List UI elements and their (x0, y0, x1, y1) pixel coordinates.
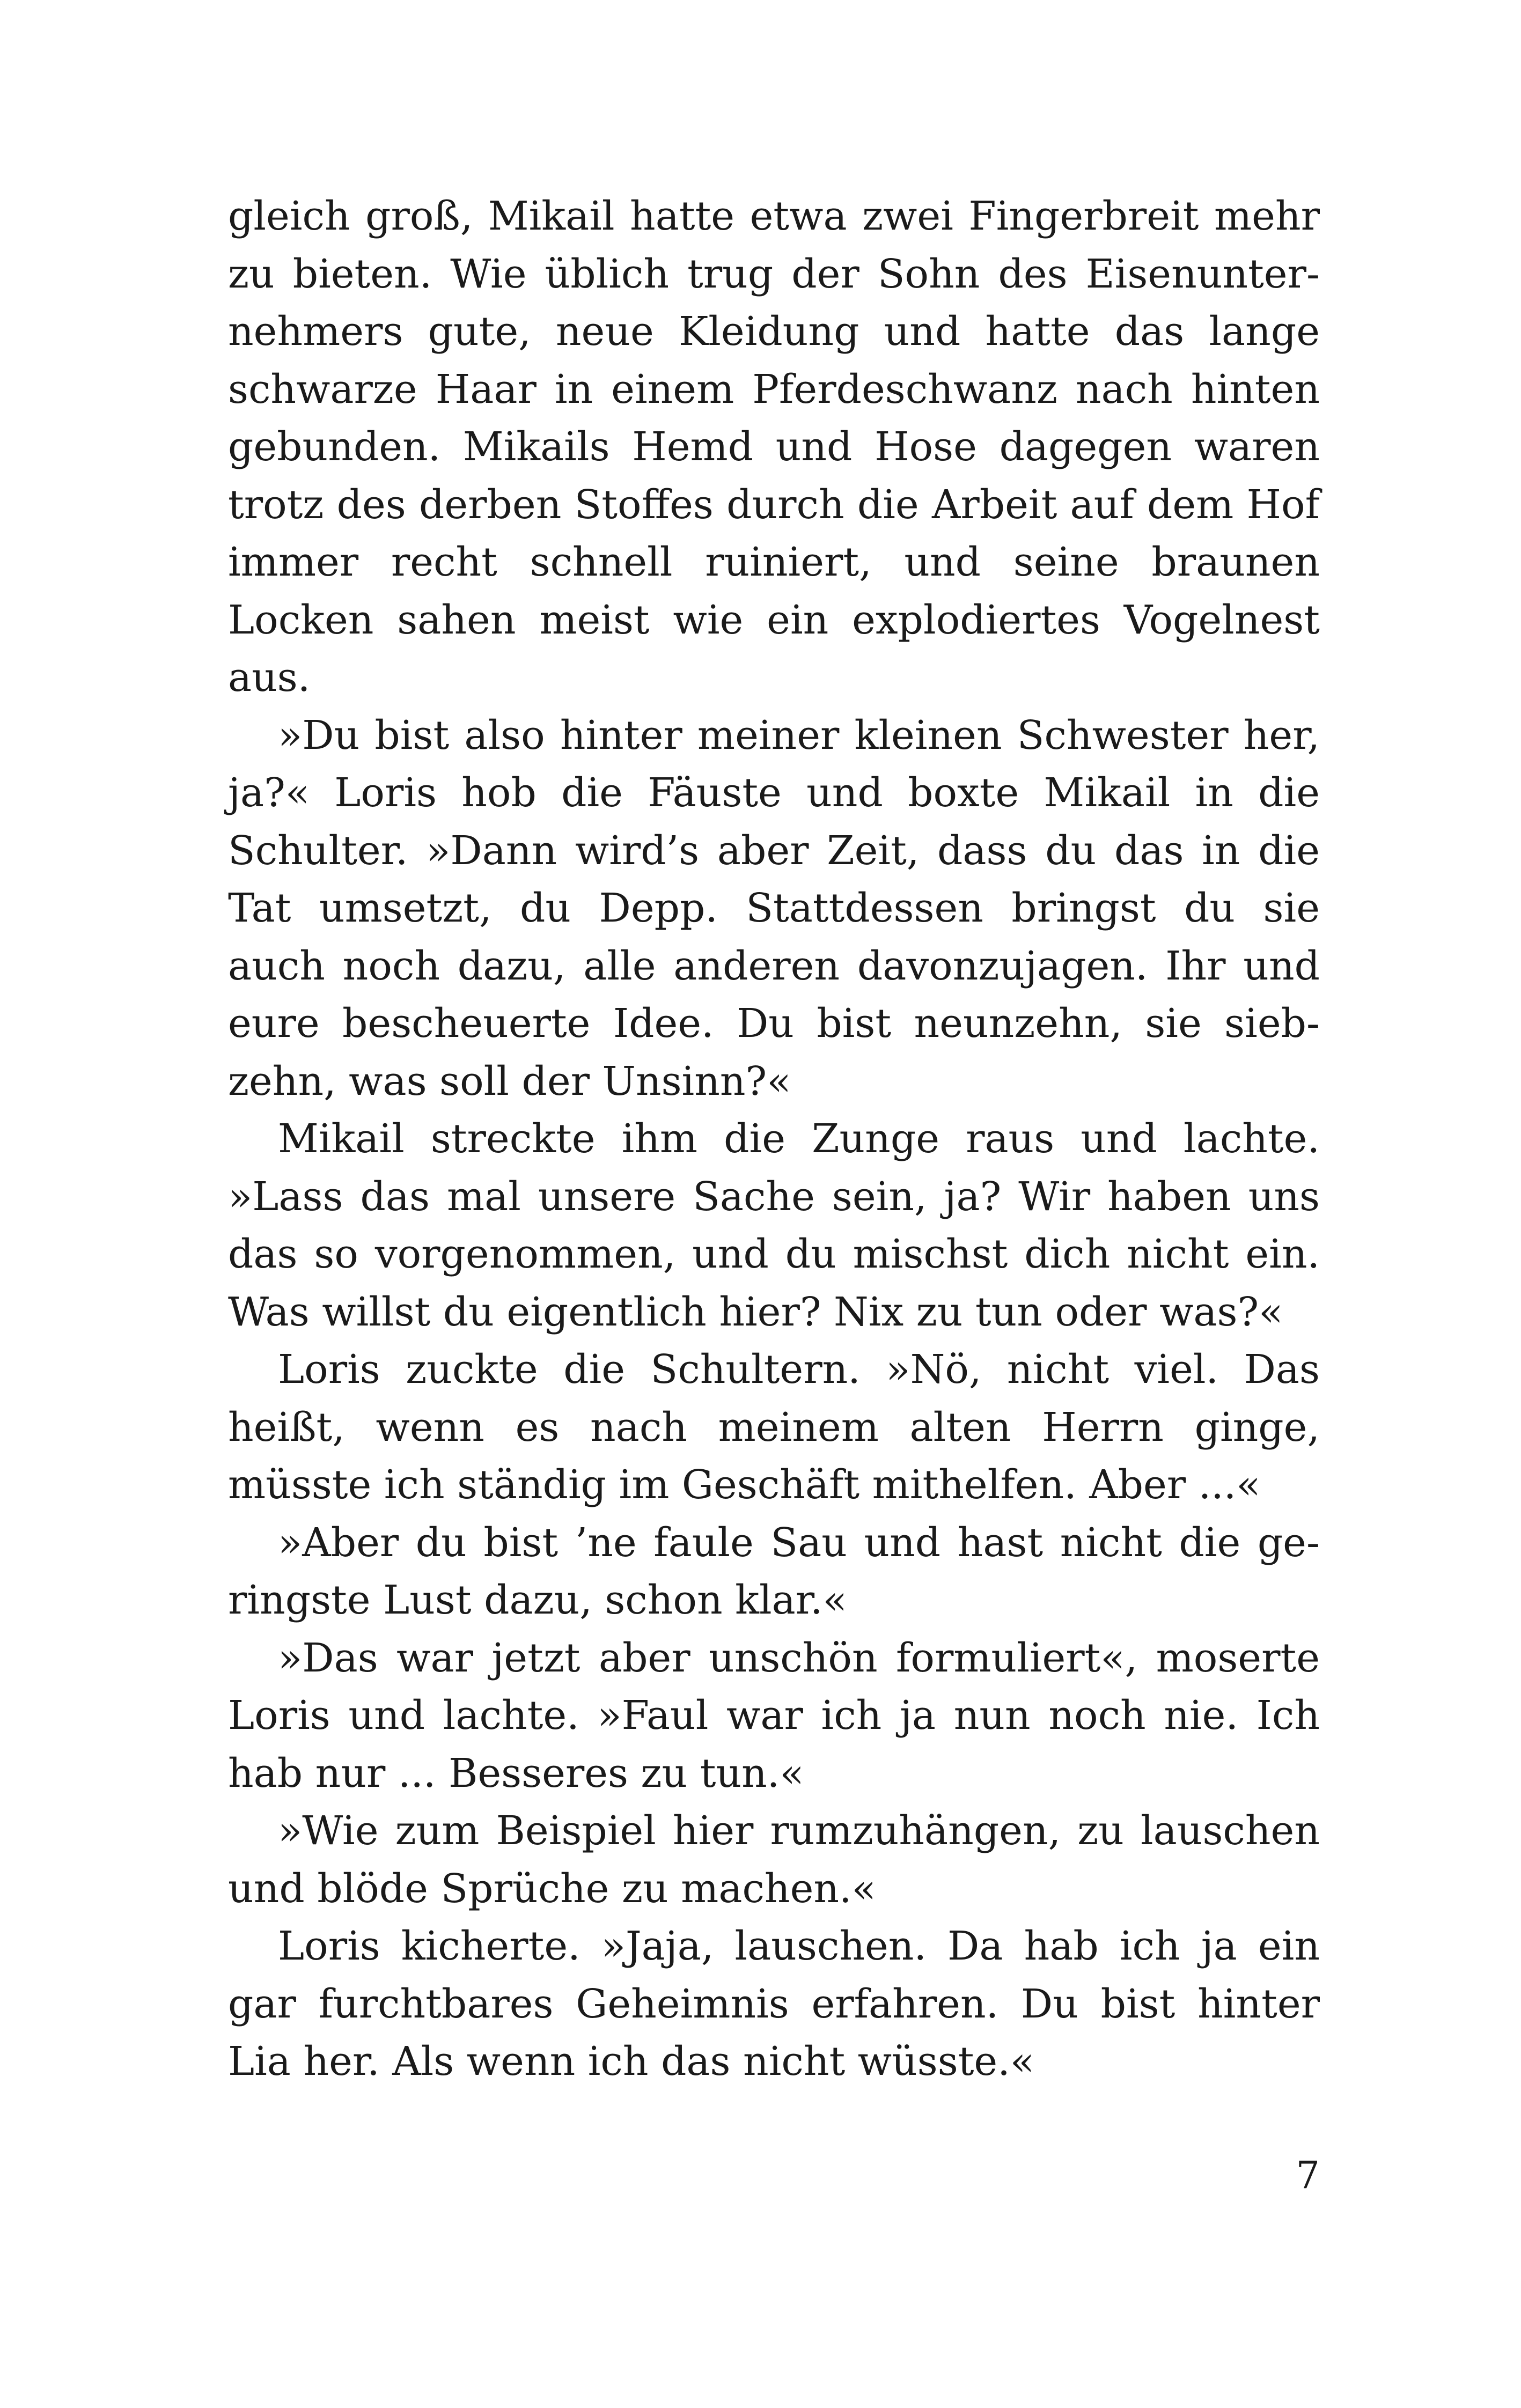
page-number: 7 (1296, 2153, 1320, 2197)
paragraph-5: »Aber du bist ’ne faule Sau und hast nicht die geringste Lust dazu, schon klar.« (228, 1519, 1320, 1623)
paragraph-6: »Das war jetzt aber unschön formuliert«, moserte Loris und lachte. »Faul war ich ja nun noch nie. Ich hab nur ... Besseres zu tun.« (228, 1634, 1320, 1796)
body-text (228, 188, 1320, 2091)
paragraph-7: »Wie zum Beispiel hier rumzuhängen, zu lauschen und blöde Sprüche zu machen.« (228, 1808, 1320, 1912)
paragraph-3: Mikail streckte ihm die Zunge raus und lachte. »Lass das mal unsere Sache sein, ja? Wir haben uns das so vorgenommen, und du mischst dich nicht ein. Was willst du eigentlich hier? Nix zu tun oder was?« (228, 1116, 1320, 1335)
paragraph-4: Loris zuckte die Schultern. »Nö, nicht viel. Das heißt, wenn es nach meinem alten Herrn ginge, müsste ich ständig im Geschäft mithelfen. Aber ...« (228, 1346, 1320, 1508)
paragraph-2: »Du bist also hinter meiner kleinen Schwester her, ja?« Loris hob die Fäuste und boxte Mikail in die Schulter. »Dann wird’s aber Zeit, dass du das in die Tat umsetzt, du Depp. Stattdessen bringst du sie auch noch dazu, alle anderen davonzujagen. Ihr und eure bescheuerte Idee. Du bist neunzehn, sie siebzehn, was soll der Unsinn?« (228, 712, 1320, 1104)
paragraph-1: gleich groß, Mikail hatte etwa zwei Fingerbreit mehr zu bieten. Wie üblich trug der Sohn des Eisenunternehmers gute, neue Kleidung und hatte das lange schwarze Haar in einem Pferdeschwanz nach hinten gebunden. Mikails Hemd und Hose dagegen waren trotz des derben Stoffes durch die Arbeit auf dem Hof immer recht schnell ruiniert, und seine braunen Locken sahen meist wie ein explodiertes Vogelnest aus. (228, 193, 1320, 701)
paragraph-8: Loris kicherte. »Jaja, lauschen. Da hab ich ja ein gar furchtbares Geheimnis erfahren. Du bist hinter Lia her. Als wenn ich das nicht wüsste.« (228, 1923, 1320, 2085)
